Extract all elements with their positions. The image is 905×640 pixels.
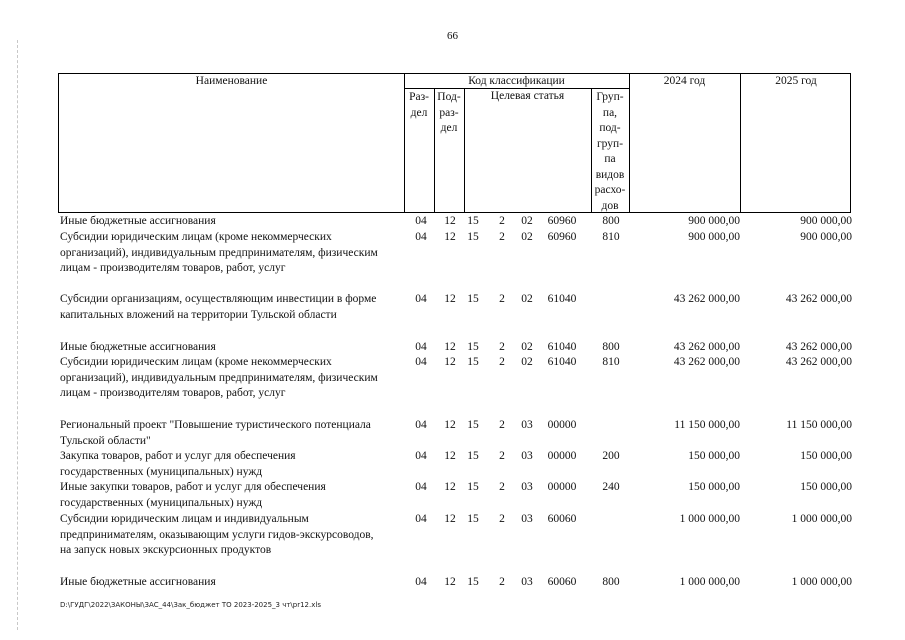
row-cs-c: 02 — [521, 215, 533, 227]
header-gruppa-line: па — [604, 153, 616, 165]
row-name-line: лицам - производителям товаров, работ, услуг — [60, 387, 286, 399]
row-amount-2025: 43 262 000,00 — [785, 293, 852, 305]
row-name-line: государственных (муниципальных) нужд — [60, 496, 263, 509]
row-razdel: 04 — [415, 513, 427, 525]
header-gruppa-line: Груп- — [596, 91, 624, 103]
row-cs-b: 2 — [499, 513, 505, 525]
row-amount-2025: 11 150 000,00 — [786, 419, 852, 431]
header-gruppa-line: под- — [599, 122, 621, 134]
row-name-line: организаций), индивидуальным предпринимателям, физическим — [60, 246, 378, 259]
row-cs-a: 15 — [467, 231, 479, 243]
row-name-line: Субсидии юридическим лицам и индивидуальным — [60, 513, 309, 525]
row-cs-b: 2 — [499, 293, 505, 305]
row-podrazdel: 12 — [444, 450, 456, 462]
row-name-line: предпринимателям, оказывающим услуги гидов-экскурсоводов, — [60, 528, 374, 541]
row-amount-2024: 900 000,00 — [688, 231, 740, 243]
row-name-line: лицам - производителям товаров, работ, услуг — [60, 262, 286, 274]
row-amount-2025: 1 000 000,00 — [791, 576, 852, 588]
row-cs-d: 00000 — [547, 450, 577, 462]
row-cs-b: 2 — [499, 215, 505, 227]
row-razdel: 04 — [415, 450, 427, 462]
row-name-line: Субсидии юридическим лицам (кроме некоммерческих — [60, 231, 332, 243]
row-cs-c: 03 — [521, 481, 533, 493]
header-year-2024: 2024 год — [663, 75, 706, 87]
row-cs-a: 15 — [467, 576, 479, 588]
row-cs-a: 15 — [467, 356, 479, 368]
header-razdel-line: дел — [410, 106, 428, 119]
row-podrazdel: 12 — [444, 231, 456, 243]
row-cs-c: 03 — [521, 450, 533, 462]
row-gruppa: 810 — [602, 231, 620, 243]
row-amount-2024: 150 000,00 — [688, 450, 740, 462]
header-gruppa-line: груп- — [596, 137, 624, 150]
header-podrazdel-line: дел — [440, 122, 458, 134]
row-name-line: Иные закупки товаров, работ и услуг для обеспечения — [60, 481, 326, 493]
row-cs-d: 60060 — [547, 513, 577, 525]
header-razdel-line: Раз- — [409, 91, 429, 103]
row-cs-d: 00000 — [547, 481, 577, 493]
row-name-line: Субсидии юридическим лицам (кроме некоммерческих — [60, 356, 332, 368]
row-name — [60, 230, 402, 277]
row-cs-b: 2 — [499, 481, 505, 493]
row-name — [60, 480, 402, 511]
row-amount-2024: 43 262 000,00 — [673, 356, 740, 368]
row-podrazdel: 12 — [444, 576, 456, 588]
row-name-line: Региональный проект "Повышение туристического потенциала — [60, 419, 371, 431]
row-razdel: 04 — [415, 481, 427, 493]
row-name-line: Иные бюджетные ассигнования — [60, 215, 216, 227]
row-amount-2024: 1 000 000,00 — [679, 513, 740, 525]
header-tselevaya: Целевая статья — [490, 90, 565, 102]
row-cs-b: 2 — [499, 576, 505, 588]
row-name-line: Закупка товаров, работ и услуг для обеспечения — [60, 450, 296, 462]
row-amount-2025: 43 262 000,00 — [785, 341, 852, 353]
row-name-line: организаций), индивидуальным предпринимателям, физическим — [60, 371, 378, 384]
row-cs-c: 03 — [521, 576, 533, 588]
row-cs-c: 02 — [521, 231, 533, 243]
row-amount-2025: 43 262 000,00 — [785, 356, 852, 368]
row-cs-d: 61040 — [547, 293, 577, 305]
header-gruppa-line: дов — [601, 199, 619, 212]
header-gruppa-line: видов — [595, 168, 625, 181]
row-razdel: 04 — [415, 576, 427, 588]
page-number: 66 — [447, 30, 458, 42]
row-cs-c: 02 — [521, 341, 533, 353]
row-cs-a: 15 — [467, 513, 479, 525]
row-amount-2025: 900 000,00 — [800, 215, 852, 227]
header-code-group: Код классификации — [468, 75, 565, 87]
row-cs-c: 03 — [521, 419, 533, 431]
row-cs-d: 60060 — [547, 576, 577, 588]
row-amount-2025: 150 000,00 — [800, 481, 852, 493]
row-cs-d: 61040 — [547, 356, 577, 368]
row-cs-c: 02 — [521, 356, 533, 368]
row-podrazdel: 12 — [444, 215, 456, 227]
row-gruppa: 800 — [602, 341, 620, 353]
row-cs-d: 60960 — [547, 215, 577, 227]
row-cs-d: 60960 — [547, 231, 577, 243]
row-gruppa: 200 — [602, 450, 620, 462]
row-podrazdel: 12 — [444, 481, 456, 493]
row-name — [60, 575, 402, 591]
row-gruppa: 800 — [602, 215, 620, 227]
row-name-line: государственных (муниципальных) нужд — [60, 465, 263, 478]
row-amount-2024: 150 000,00 — [688, 481, 740, 493]
row-gruppa: 810 — [602, 356, 620, 368]
row-podrazdel: 12 — [444, 513, 456, 525]
row-podrazdel: 12 — [444, 293, 456, 305]
row-podrazdel: 12 — [444, 419, 456, 431]
row-cs-a: 15 — [467, 215, 479, 227]
row-amount-2025: 150 000,00 — [800, 450, 852, 462]
row-podrazdel: 12 — [444, 341, 456, 353]
footer-file-path: D:\ГУДГ\2022\ЗАКОНЫ\ЗАС_44\Зак_бюджет ТО 2023-2025_3 чт\pr12.xls — [60, 601, 321, 609]
row-cs-a: 15 — [467, 419, 479, 431]
row-amount-2024: 11 150 000,00 — [674, 419, 740, 431]
row-cs-b: 2 — [499, 356, 505, 368]
row-name — [60, 292, 402, 323]
row-razdel: 04 — [415, 231, 427, 243]
row-name-line: Тульской области" — [60, 434, 151, 447]
row-amount-2024: 1 000 000,00 — [679, 576, 740, 588]
row-amount-2025: 1 000 000,00 — [791, 513, 852, 525]
row-cs-b: 2 — [499, 450, 505, 462]
row-amount-2025: 900 000,00 — [800, 231, 852, 243]
row-name-line: Иные бюджетные ассигнования — [60, 341, 216, 353]
row-name — [60, 355, 402, 402]
row-razdel: 04 — [415, 293, 427, 305]
row-amount-2024: 900 000,00 — [688, 215, 740, 227]
row-razdel: 04 — [415, 215, 427, 227]
row-amount-2024: 43 262 000,00 — [673, 341, 740, 353]
header-podrazdel-line: Под- — [437, 91, 461, 103]
row-name-line: Субсидии организациям, осуществляющим инвестиции в форме — [60, 293, 377, 305]
row-cs-a: 15 — [467, 481, 479, 493]
row-podrazdel: 12 — [444, 356, 456, 368]
row-cs-a: 15 — [467, 293, 479, 305]
row-razdel: 04 — [415, 356, 427, 368]
row-cs-a: 15 — [467, 341, 479, 353]
row-name — [60, 418, 402, 449]
row-name — [60, 449, 402, 480]
row-cs-a: 15 — [467, 450, 479, 462]
row-razdel: 04 — [415, 341, 427, 353]
row-cs-b: 2 — [499, 231, 505, 243]
row-gruppa: 800 — [602, 576, 620, 588]
header-name: Наименование — [195, 75, 268, 87]
row-cs-c: 02 — [521, 293, 533, 305]
header-podrazdel-line: раз- — [439, 106, 459, 119]
row-amount-2024: 43 262 000,00 — [673, 293, 740, 305]
row-name-line: Иные бюджетные ассигнования — [60, 576, 216, 588]
row-name — [60, 340, 402, 356]
header-gruppa-line: па, — [602, 106, 618, 119]
row-cs-b: 2 — [499, 341, 505, 353]
row-cs-d: 61040 — [547, 341, 577, 353]
row-name-line: на запуск новых экскурсионных продуктов — [60, 544, 272, 556]
row-cs-d: 00000 — [547, 419, 577, 431]
header-year-2025: 2025 год — [775, 75, 817, 87]
row-name — [60, 512, 402, 559]
row-cs-b: 2 — [499, 419, 505, 431]
row-name-line: капитальных вложений на территории Тульской области — [60, 308, 337, 321]
header-gruppa-line: расхо- — [594, 184, 626, 196]
row-razdel: 04 — [415, 419, 427, 431]
row-cs-c: 03 — [521, 513, 533, 525]
row-name — [60, 214, 402, 230]
row-gruppa: 240 — [602, 481, 620, 493]
